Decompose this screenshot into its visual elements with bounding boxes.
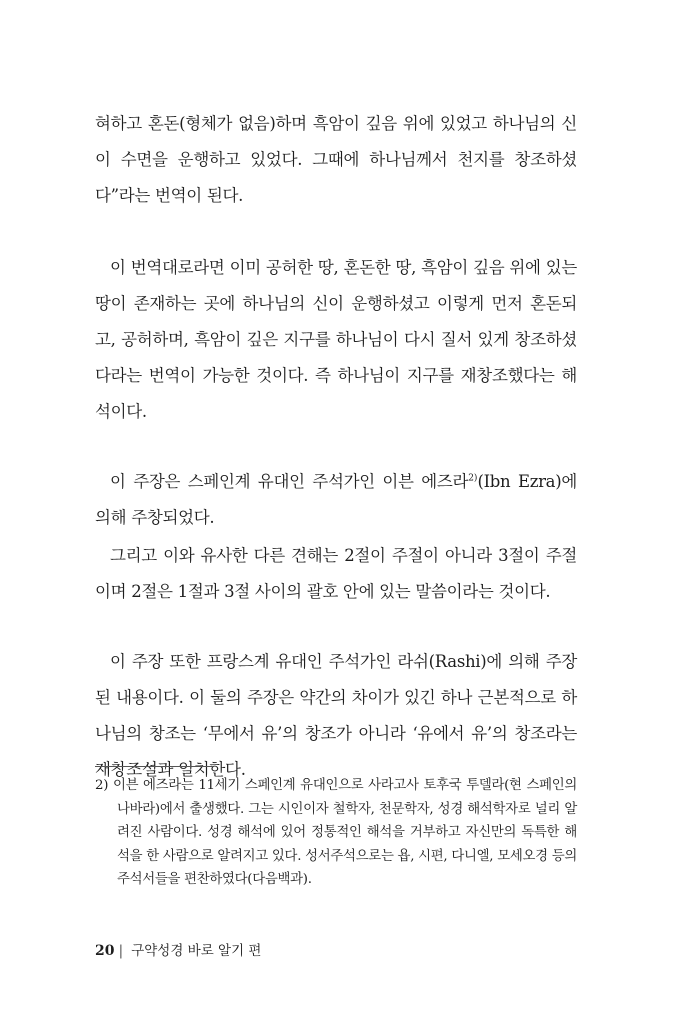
paragraph-1: 혀하고 혼돈(형체가 없음)하며 흑암이 깊음 위에 있었고 하나님의 신이 수면을 운행하고 있었다. 그때에 하나님께서 천지를 창조하셨다”라는 번역이 된다. [95,114,577,205]
running-title: 구약성경 바로 알기 편 [131,943,262,959]
paragraph-5: 이 주장 또한 프랑스계 유대인 주석가인 라쉬(Rashi)에 의해 주장된 내용이다. 이 둘의 주장은 약간의 차이가 있긴 하나 근본적으로 하나님의 창조는 ‘무에서 유’의 창조가 아니라 ‘유에서 유’의 창조라는 재창조설과 일치한다. [95,652,577,779]
footnote-divider [95,766,213,767]
paragraph-3-text-after: (Ibn Ezra)에 의해 주창되었다. [95,472,577,527]
page-number: 20 [95,943,115,959]
main-text [95,106,577,788]
paragraph-2: 이 번역대로라면 이미 공허한 땅, 혼돈한 땅, 흑암이 깊음 위에 있는 땅이 존재하는 곳에 하나님의 신이 운행하셨고 이렇게 먼저 혼돈되고, 공허하며, 흑암이 깊은 지구를 하나님이 다시 질서 있게 창조하셨다라는 번역이 가능한 것이다. 즉 하나님이 지구를 재창조했다는 해석이다. [95,258,577,421]
footnote-reference: 2) [468,473,478,484]
page-footer [95,941,261,961]
paragraph-4: 그리고 이와 유사한 다른 견해는 2절이 주절이 아니라 3절이 주절이며 2절은 1절과 3절 사이의 괄호 안에 있는 말씀이라는 것이다. [95,546,577,601]
paragraph-3 [95,464,577,536]
footnote-2: 2) 이븐 에즈라는 11세기 스페인계 유대인으로 사라고사 토후국 투델라(현 스페인의 나바라)에서 출생했다. 그는 시인이자 철학자, 천문학자, 성경 해석학자로 널리 알려진 사람이다. 성경 해석에 있어 정통적인 해석을 거부하고 자신만의 독특한 해석을 한 사람으로 알려지고 있다. 성서주석으로는 욥, 시편, 다니엘, 모세오경 등의 주석서들을 편찬하였다(다음백과). [95,778,577,887]
footer-separator: | [118,943,124,959]
paragraph-3-text-before: 이 주장은 스페인계 유대인 주석가인 이븐 에즈라 [110,472,469,491]
